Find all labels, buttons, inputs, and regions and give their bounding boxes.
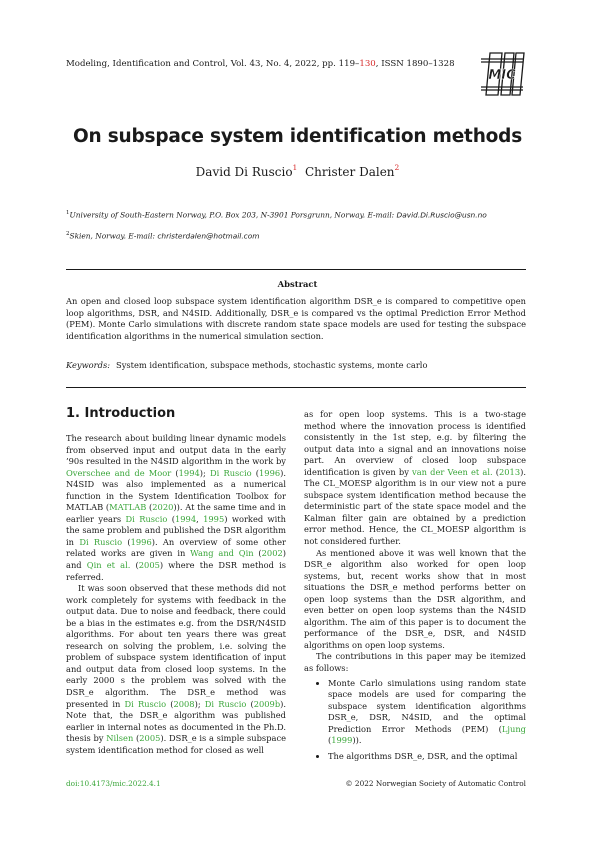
intro-paragraph-5: The contributions in this paper may be itemized as follows: <box>304 651 526 674</box>
citation-link[interactable]: 2002 <box>261 548 283 559</box>
section-1-heading: 1. Introduction <box>66 406 176 421</box>
logo-text: MIC <box>488 68 516 83</box>
citation-link[interactable]: 2009b <box>253 698 281 709</box>
keywords-label: Keywords: <box>66 360 111 370</box>
author-1-mark[interactable]: 1 <box>292 163 298 172</box>
affiliation-2-email[interactable]: christerdalen@hotmail.com <box>157 231 260 241</box>
citation-link[interactable]: 1996 <box>259 467 281 478</box>
paper-title: On subspace system identification methods <box>72 126 523 147</box>
author-1: David Di Ruscio <box>195 165 293 179</box>
affiliation-2-mark: 2 <box>66 231 70 237</box>
citation-link[interactable]: Nilsen <box>106 733 134 744</box>
citation-link[interactable]: 1996 <box>130 536 152 547</box>
intro-paragraph-3: as for open loop systems. This is a two-stage method where the innovation process is identified consistently in the 1st step, e.g. by filtering the output data into a signal and an innovations noise part. An overview of closed loop subspace identification is given by van der Veen et al. (2013). The CL_MOESP algorithm is in our view not a pure subspace system identification method because the deterministic part of the state space model and the Kalman filter gain are obtained by a prediction error method. Hence, the CL_MOESP algorithm is not considered further. <box>304 409 526 547</box>
list-item: • The algorithms DSR_e, DSR, and the optimal <box>328 751 526 763</box>
affiliation-2-text: Skien, Norway. E-mail: <box>69 231 158 241</box>
intro-paragraph-4: As mentioned above it was well known that the DSR_e algorithm also worked for open loop systems, but, recent works show that in most situations the DSR_e method performs better on open loop systems than the DSR algorithm, and even better on open loop systems than the N4SID algorithm. The aim of this paper is to document the performance of the DSR_e, DSR, and N4SID algorithms on open loop systems. <box>304 547 526 650</box>
affiliation-1-email[interactable]: David.Di.Ruscio@usn.no <box>396 210 487 220</box>
abstract-text: An open and closed loop subspace system identification algorithm DSR_e is compared to competitive open loop algorithms, DSR, and N4SID. Additionally, DSR_e is compared vs the optimal Prediction Error Method (PEM). Monte Carlo simulations with discrete random state space models are used for testing the subspace identification algorithms in the numerical simulation section. <box>66 296 526 341</box>
affiliation-1-mark: 1 <box>66 210 70 216</box>
citation-link[interactable]: Overschee and de Moor <box>66 467 172 478</box>
citation-link[interactable]: van der Veen et al. <box>412 466 493 477</box>
citation-link[interactable]: Di Ruscio <box>209 467 252 478</box>
journal-header <box>66 59 455 69</box>
right-column <box>304 409 526 766</box>
citation-link[interactable]: MATLAB <box>109 502 147 513</box>
keywords-text: System identification, subspace methods, stochastic systems, monte carlo <box>116 360 428 370</box>
left-column <box>66 433 286 756</box>
citation-link[interactable]: 2005 <box>138 560 160 571</box>
citation-link[interactable]: Di Ruscio <box>204 698 247 709</box>
author-line <box>0 164 595 179</box>
citation-link[interactable]: 2005 <box>139 733 161 744</box>
citation-link[interactable]: Di Ruscio <box>124 698 167 709</box>
citation-link[interactable]: Wang and Qin <box>190 548 254 559</box>
intro-paragraph-2: It was soon observed that these methods did not work completely for systems with feedback in the output data. Due to noise and feedback, there could be a bias in the estimates e.g. from the DSR/N4SID algorithms. For about ten years there was great research on solving the problem, i.e. solving the problem of subspace system identification of input and output data from closed loop systems. In the early 2000 s the problem was solved with the DSR_e algorithm. The DSR_e method was presented in Di Ruscio (2008); Di Ruscio (2009b). Note that, the DSR_e algorithm was published earlier in internal notes as documented in the Ph.D. thesis by Nilsen (2005). DSR_e is a simple subspace system identification method for closed as well <box>66 583 287 755</box>
citation-link[interactable]: Di Ruscio <box>79 536 123 547</box>
last-page-link[interactable]: 130 <box>359 59 376 69</box>
affiliation-1 <box>66 210 487 219</box>
copyright: © 2022 Norwegian Society of Automatic Control <box>345 779 526 788</box>
mic-logo <box>478 47 526 97</box>
citation-link[interactable]: Qin et al. <box>86 560 131 571</box>
affiliation-1-text: University of South-Eastern Norway, P.O. Box 203, N-3901 Porsgrunn, Norway. E-mail: <box>69 210 397 220</box>
issn: , ISSN 1890–1328 <box>375 59 455 69</box>
abstract-top-rule <box>66 269 526 270</box>
doi-link[interactable]: doi:10.4173/mic.2022.4.1 <box>66 779 161 788</box>
citation-link[interactable]: 1999 <box>331 735 353 746</box>
affiliation-2 <box>66 231 259 240</box>
author-2-mark[interactable]: 2 <box>394 163 400 172</box>
citation-link[interactable]: 2020 <box>152 502 174 513</box>
journal-citation: Modeling, Identification and Control, Vol. 43, No. 4, 2022, pp. 119– <box>66 59 360 69</box>
list-item: • Monte Carlo simulations using random state space models are used for comparing the subspace system identification algorithms DSR_e, DSR, N4SID, and the optimal Prediction Error Methods (PEM) (Ljung (1999)). <box>328 678 526 747</box>
citation-link[interactable]: Di Ruscio <box>125 513 168 524</box>
citation-link[interactable]: 2008 <box>173 698 195 709</box>
intro-paragraph-1: The research about building linear dynamic models from observed input and output data in the early ’90s resulted in the N4SID algorithm in the work by Overschee and de Moor (1994); Di Ruscio (1996). N4SID was also implemented as a numerical function in the System Identification Toolbox for MATLAB (MATLAB (2020)). At the same time and in earlier years Di Ruscio (1994, 1995) worked with the same problem and published the DSR algorithm in Di Ruscio (1996). An overview of some other related works are given in Wang and Qin (2002) and Qin et al. (2005) where the DSR method is referred. <box>66 433 287 582</box>
citation-link[interactable]: 2013 <box>499 466 521 477</box>
keywords <box>66 360 427 370</box>
citation-link[interactable]: 1995 <box>203 513 225 524</box>
citation-link[interactable]: 1994 <box>178 467 200 478</box>
abstract-bottom-rule <box>66 387 526 388</box>
contribution-list <box>304 678 526 763</box>
abstract-heading: Abstract <box>277 279 318 289</box>
citation-link[interactable]: Ljung <box>501 723 526 734</box>
citation-link[interactable]: 1994 <box>174 513 197 524</box>
author-2: Christer Dalen <box>304 165 395 179</box>
